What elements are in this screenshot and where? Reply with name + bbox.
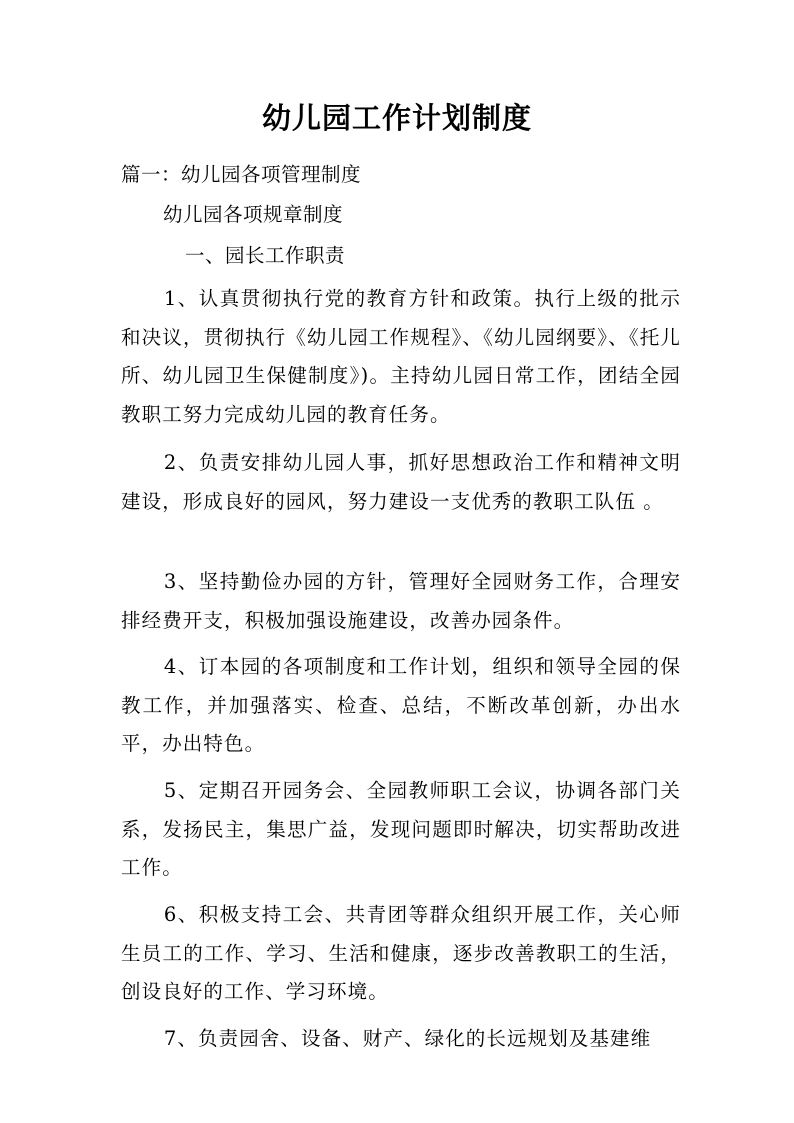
paragraph-3: 3、坚持勤俭办园的方针，管理好全园财务工作，合理安排经费开支，积极加强设施建设，改善办园条件。 (121, 570, 681, 632)
sub-heading: 幼儿园各项规章制度 (163, 203, 344, 226)
chapter-heading: 一、园长工作职责 (185, 244, 346, 267)
paragraph-2: 2、负责安排幼儿园人事，抓好思想政治工作和精神文明建设，形成良好的园风，努力建设一支优秀的教职工队伍 。 (121, 451, 681, 513)
paragraph-1: 1、认真贯彻执行党的教育方针和政策。执行上级的批示和决议，贯彻执行《幼儿园工作规程》、《幼儿园纲要》、《托儿所、幼儿园卫生保健制度》)。主持幼儿园日常工作，团结全园教职工努力完成幼儿园的教育任务。 (121, 287, 681, 426)
section-heading: 篇一：幼儿园各项管理制度 (121, 163, 362, 186)
paragraph-7: 7、负责园舍、设备、财产、绿化的长远规划及基建维 (163, 1027, 652, 1050)
paragraph-6: 6、积极支持工会、共青团等群众组织开展工作，关心师生员工的工作、学习、生活和健康，逐步改善教职工的生活，创设良好的工作、学习环境。 (121, 903, 681, 1003)
paragraph-5: 5、定期召开园务会、全园教师职工会议，协调各部门关系，发扬民主，集思广益，发现问题即时解决，切实帮助改进工作。 (121, 779, 681, 879)
document-title: 幼儿园工作计划制度 (261, 101, 532, 135)
paragraph-4: 4、订本园的各项制度和工作计划，组织和领导全园的保教工作，并加强落实、检查、总结，不断改革创新，办出水平，办出特色。 (121, 655, 681, 755)
